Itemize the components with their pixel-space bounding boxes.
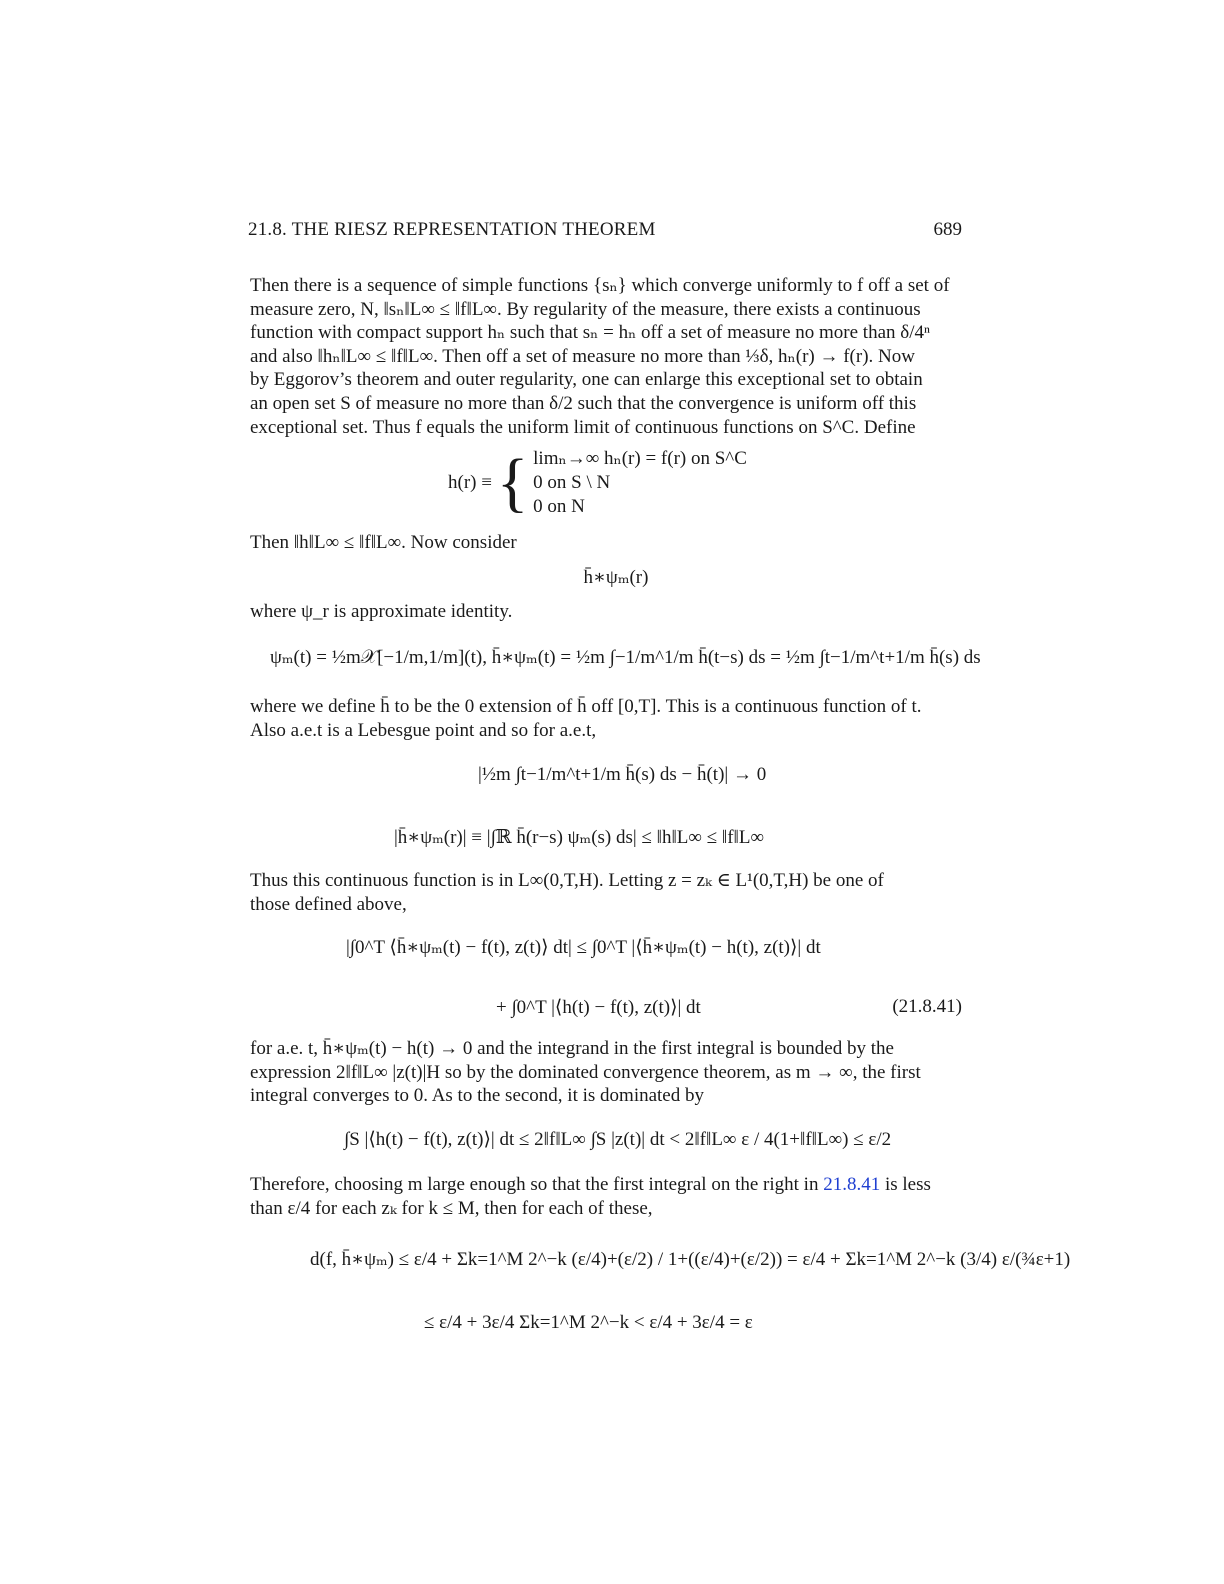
case-limit: limₙ→∞ hₙ(r) = f(r) on S^C bbox=[533, 448, 747, 469]
then-bound-line: Then ‖h‖L∞ ≤ ‖f‖L∞. Now consider bbox=[250, 532, 517, 553]
thus-line-2: those defined above, bbox=[250, 893, 407, 915]
equation-consider: h̄∗ψₘ(r) bbox=[583, 567, 649, 588]
equation-metric-line-2: ≤ ε/4 + 3ε/4 Σk=1^M 2^−k < ε/4 + 3ε/4 = ε bbox=[424, 1312, 753, 1333]
p1-line-6: an open set S of measure no more than δ/2 such that the convergence is uniform off this bbox=[250, 392, 917, 414]
left-brace: { bbox=[496, 446, 529, 519]
ae-line-1: for a.e. t, h̄∗ψₘ(t) − h(t) → 0 and the integrand in the first integral is bounded by the bbox=[250, 1038, 894, 1059]
paragraph-therefore bbox=[250, 1173, 962, 1220]
case-zero-s-minus-n: 0 on S \ N bbox=[533, 472, 611, 493]
paragraph-thus bbox=[250, 869, 962, 916]
p1-line-4: and also ‖hₙ‖L∞ ≤ ‖f‖L∞. Then off a set of measure no more than ⅓δ, hₙ(r) → f(r). Now bbox=[250, 345, 915, 367]
therefore-line-1 bbox=[250, 1173, 962, 1197]
piecewise-cases bbox=[533, 447, 747, 519]
equation-reference-inline-link[interactable]: 21.8.41 bbox=[823, 1174, 881, 1195]
equation-psi-definition: ψₘ(t) = ½m𝒳[−1/m,1/m](t), h̄∗ψₘ(t) = ½m ∫−1/m^1/m h̄(t−s) ds = ½m ∫t−1/m^t+1/m h̄(s) ds bbox=[270, 647, 981, 668]
thus-line-1: Thus this continuous function is in L∞(0,T,H). Letting z = zₖ ∈ L¹(0,T,H) be one of bbox=[250, 870, 884, 891]
equation-number: (21.8.41) bbox=[892, 996, 962, 1017]
case-zero-n: 0 on N bbox=[533, 496, 585, 517]
paragraph-ae-convergence bbox=[250, 1037, 962, 1108]
equation-metric-line-1: d(f, h̄∗ψₘ) ≤ ε/4 + Σk=1^M 2^−k (ε/4)+(ε/2) / 1+((ε/4)+(ε/2)) = ε/4 + Σk=1^M 2^−k (3/4) ε/(¾ε+1) bbox=[310, 1249, 1071, 1270]
equation-convolution-bound: |h̄∗ψₘ(r)| ≡ |∫ℝ h̄(r−s) ψₘ(s) ds| ≤ ‖h‖L∞ ≤ ‖f‖L∞ bbox=[394, 827, 765, 848]
p1-line-1: Then there is a sequence of simple functions {sₙ} which converge uniformly to f off a set of bbox=[250, 275, 950, 296]
section-title: 21.8. THE RIESZ REPRESENTATION THEOREM bbox=[248, 219, 656, 240]
page-number: 689 bbox=[933, 219, 962, 240]
zero-ext-line-2: Also a.e.t is a Lebesgue point and so for a.e.t, bbox=[250, 719, 597, 741]
p1-line-5: by Eggorov’s theorem and outer regularity, one can enlarge this exceptional set to obtain bbox=[250, 369, 923, 391]
piecewise-lhs: h(r) ≡ bbox=[448, 472, 492, 493]
ae-line-2: expression 2‖f‖L∞ |z(t)|H so by the dominated convergence theorem, as m → ∞, the first bbox=[250, 1061, 921, 1083]
piecewise-definition bbox=[448, 447, 747, 519]
equation-inequality-line-2: + ∫0^T |⟨h(t) − f(t), z(t)⟩| dt bbox=[496, 997, 701, 1018]
ae-line-3: integral converges to 0. As to the second, it is dominated by bbox=[250, 1085, 704, 1107]
zero-ext-line-1: where we define h̄ to be the 0 extension of h̄ off [0,T]. This is a continuous function of t. bbox=[250, 696, 922, 717]
p1-line-7: exceptional set. Thus f equals the uniform limit of continuous functions on S^C. Define bbox=[250, 416, 916, 438]
where-psi-line: where ψ_r is approximate identity. bbox=[250, 601, 513, 622]
paragraph-zero-extension bbox=[250, 695, 962, 742]
therefore-text-1: Therefore, choosing m large enough so that the first integral on the right in 21.8.41 is less bbox=[250, 1174, 931, 1195]
p1-line-2: measure zero, N, ‖sₙ‖L∞ ≤ ‖f‖L∞. By regularity of the measure, there exists a continuous bbox=[250, 298, 921, 320]
equation-inequality-line-1: |∫0^T ⟨h̄∗ψₘ(t) − f(t), z(t)⟩ dt| ≤ ∫0^T |⟨h̄∗ψₘ(t) − h(t), z(t)⟩| dt bbox=[346, 937, 821, 958]
paragraph-simple-functions bbox=[250, 274, 962, 439]
equation-dominated: ∫S |⟨h(t) − f(t), z(t)⟩| dt ≤ 2‖f‖L∞ ∫S |z(t)| dt < 2‖f‖L∞ ε / 4(1+‖f‖L∞) ≤ ε/2 bbox=[344, 1129, 892, 1150]
equation-lebesgue-point: |½m ∫t−1/m^t+1/m h̄(s) ds − h̄(t)| → 0 bbox=[478, 764, 767, 785]
therefore-line-2: than ε/4 for each zₖ for k ≤ M, then for each of these, bbox=[250, 1197, 653, 1219]
p1-line-3: function with compact support hₙ such that sₙ = hₙ off a set of measure no more than δ/4ⁿ bbox=[250, 322, 930, 344]
